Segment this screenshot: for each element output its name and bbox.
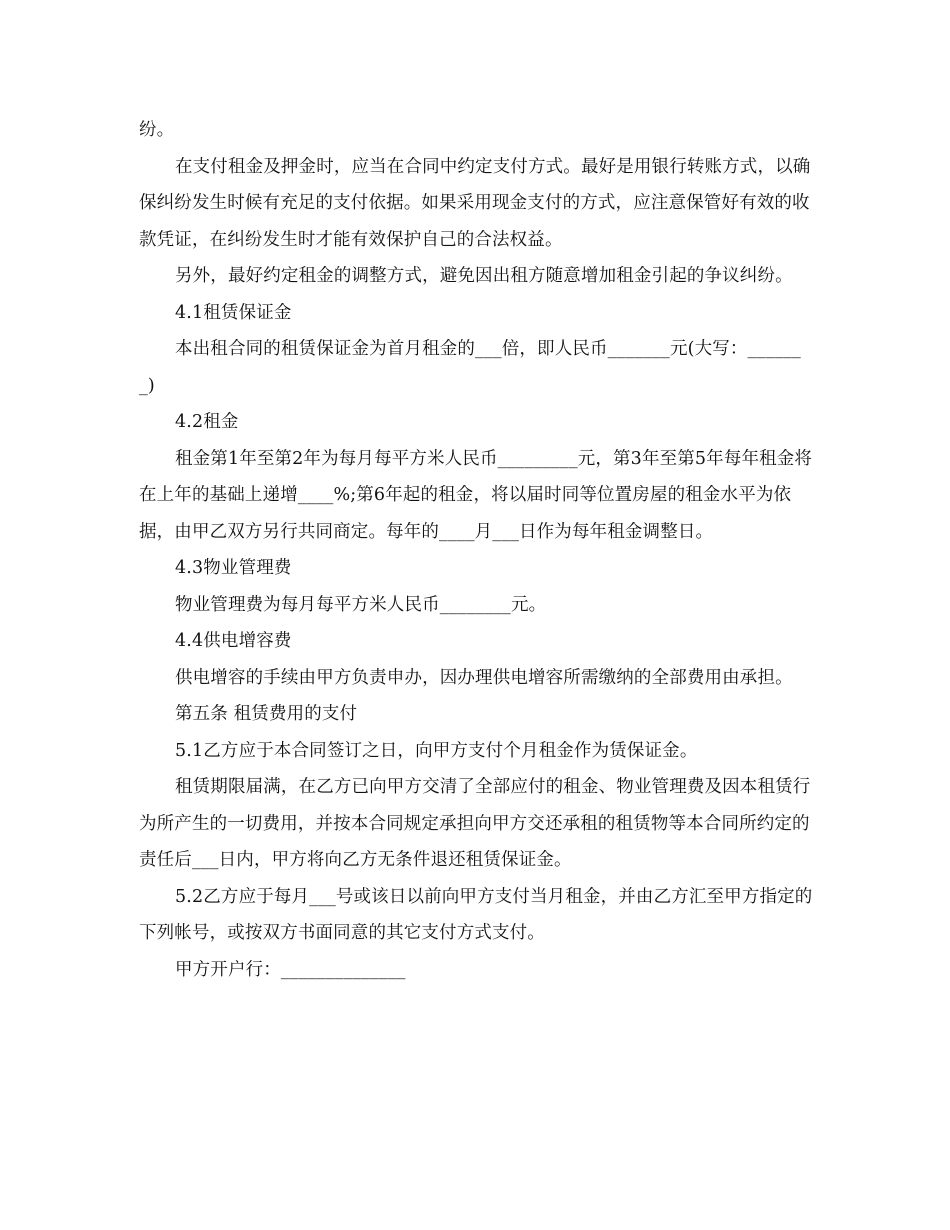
heading-4-3-property-fee: 4.3物业管理费 <box>175 558 292 578</box>
paragraph-5-2-monthly-rent: 5.2乙方应于每月___号或该日以前向甲方支付当月租金，并由乙方汇至甲方指定的下列帐号，或按双方书面同意的其它支付方式支付。 <box>139 886 813 943</box>
paragraph-continuation: 纷。 <box>139 120 175 140</box>
document-page <box>139 112 815 988</box>
paragraph-deposit-refund: 租赁期限届满，在乙方已向甲方交清了全部应付的租金、物业管理费及因本租赁行为所产生的一切费用，并按本合同规定承担向甲方交还承租的租赁物等本合同所约定的责任后___日内，甲方将向乙方无条件退还租赁保证金。 <box>139 777 811 870</box>
paragraph-5-1-deposit-payment: 5.1乙方应于本合同签订之日，向甲方支付个月租金作为赁保证金。 <box>175 740 698 761</box>
paragraph-rent-adjustment: 另外，最好约定租金的调整方式，避免因出租方随意增加租金引起的争议纠纷。 <box>175 266 793 286</box>
paragraph-power-capacity-terms: 供电增容的手续由甲方负责申办，因办理供电增容所需缴纳的全部费用由承担。 <box>175 667 793 688</box>
heading-4-2-rent: 4.2租金 <box>175 412 239 432</box>
heading-4-1-deposit: 4.1租赁保证金 <box>175 302 292 323</box>
field-lessor-bank: 甲方开户行：______________ <box>175 959 406 980</box>
paragraph-deposit-terms: 本出租合同的租赁保证金为首月租金的___倍，即人民币_______元(大写：_______) <box>139 339 801 396</box>
paragraph-payment-method: 在支付租金及押金时，应当在合同中约定支付方式。最好是用银行转账方式，以确保纠纷发生时候有充足的支付依据。如果采用现金支付的方式，应注意保管好有效的收款凭证，在纠纷发生时才能有效保护自己的合法权益。 <box>139 156 811 250</box>
paragraph-rent-terms: 租金第1年至第2年为每月每平方米人民币_________元，第3年至第5年每年租金将在上年的基础上递增____%;第6年起的租金，将以届时同等位置房屋的租金水平为依据，由甲乙双方另行共同商定。每年的____月___日作为每年租金调整日。 <box>139 448 813 542</box>
heading-4-4-power-capacity-fee: 4.4供电增容费 <box>175 631 292 651</box>
heading-article-5-payment: 第五条 租赁费用的支付 <box>175 704 358 724</box>
paragraph-property-fee-terms: 物业管理费为每月每平方米人民币________元。 <box>175 594 547 615</box>
